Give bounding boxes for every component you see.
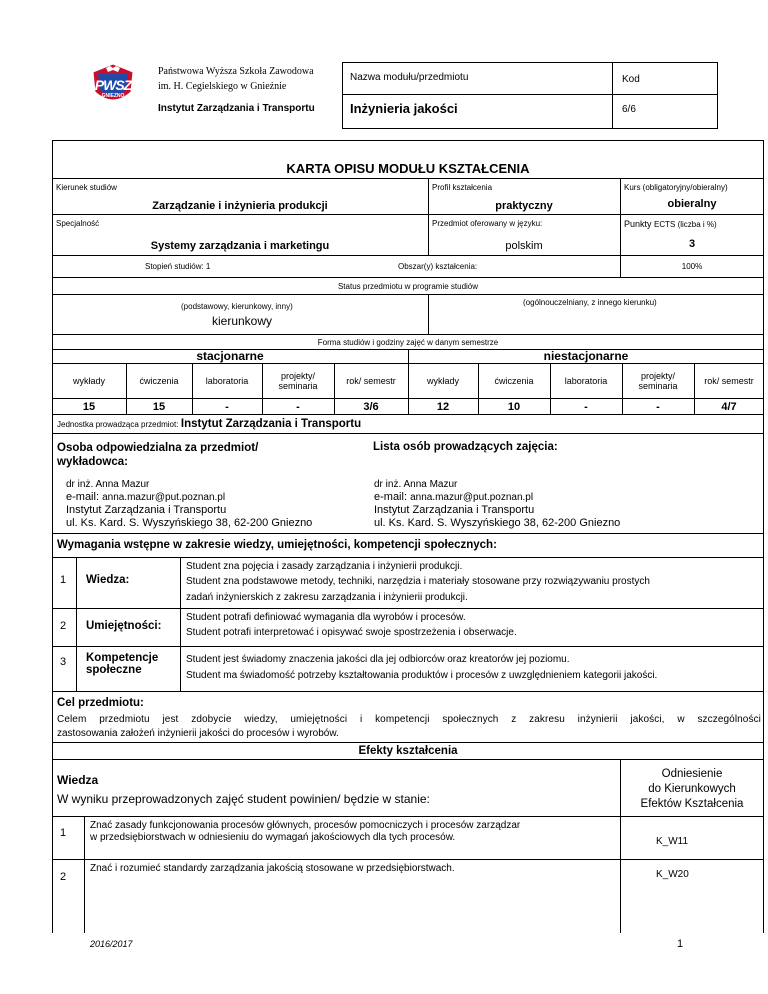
outcome-row-2: [52, 859, 764, 895]
page-number: 1: [677, 938, 684, 950]
ref-line3: Efektów Kształcenia: [640, 798, 744, 810]
outcomes-intro: W wyniku przeprowadzonych zajęć student powinien/ będzie w stanie:: [57, 792, 430, 806]
unit-line: [57, 418, 361, 430]
person-email[interactable]: anna.mazur@put.poznan.pl: [102, 492, 226, 503]
goal-line2: zastosowania założeń inżynierii jakości do procesów i wyrobów.: [57, 728, 339, 739]
school-name-line2: im. H. Cegielskiego w Gnieźnie: [158, 81, 287, 92]
kurs-label: Kurs (obligatoryjny/obieralny): [624, 183, 728, 192]
footer-year: 2016/2017: [90, 939, 133, 949]
req-label: Kompetencje społeczne: [86, 652, 159, 676]
hours-value-cell: 12: [436, 400, 450, 413]
niestacjonarne-label: niestacjonarne: [543, 349, 629, 363]
hours-value-cell: 15: [82, 400, 96, 413]
req-line: Student zna podstawowe metody, techniki, narzędzia i materiały stosowane przy rozwiązywaniu prostych: [186, 576, 650, 587]
ects-value: 3: [688, 238, 696, 250]
outcome-row-1: [52, 816, 764, 859]
req-num: 2: [60, 620, 67, 632]
responsible-person: [66, 478, 312, 530]
profil-value: praktyczny: [495, 200, 553, 212]
person-name: dr inż. Anna Mazur: [66, 479, 150, 490]
hours-value-cell: -: [656, 400, 660, 413]
hours-header-cell: projekty/ seminaria: [278, 370, 318, 391]
hours-value-cell: 4/7: [721, 400, 737, 413]
kierunek-label: Kierunek studiów: [56, 183, 117, 192]
hours-value-cell: 15: [152, 400, 166, 413]
jezyk-label: Przedmiot oferowany w języku:: [432, 219, 543, 228]
hours-header-cell: rok/ semestr: [704, 375, 754, 386]
req-line: Student potrafi interpretować i opisywać swoje spostrzeżenia i obserwacje.: [186, 627, 517, 638]
lecturer-institute: Instytut Zarządzania i Transportu: [374, 504, 535, 516]
req-line: Student jest świadomy znaczenia jakości dla jej odbiorców oraz kreatorów jej poziomu.: [186, 654, 570, 665]
profil-label: Profil kształcenia: [432, 183, 493, 192]
person-email-line: [66, 491, 312, 504]
req-label: Umiejętności:: [86, 620, 162, 632]
req-row-2: [52, 608, 764, 646]
responsible-title: Osoba odpowiedzialna za przedmiot/ wykładowca:: [57, 442, 259, 468]
forma-title: Forma studiów i godziny zajęć w danym semestrze: [317, 337, 499, 347]
req-line: zadań inżynierskich z zakresu zarządzania i inżynierii produkcji.: [186, 592, 468, 603]
school-name-line1: Państwowa Wyższa Szkoła Zawodowa: [158, 66, 314, 77]
outcome-text-line2: w przedsiębiorstwach w odniesieniu do wymagań jakościowych dla tych procesów.: [90, 832, 456, 843]
ref-line2: do Kierunkowych: [648, 783, 736, 795]
status-right-label: (ogólnouczelniany, z innego kierunku): [523, 298, 657, 307]
outcome-ref: K_W11: [656, 836, 689, 847]
hours-value-cell: -: [296, 400, 300, 413]
kierunek-value: Zarządzanie i inżynieria produkcji: [152, 200, 328, 212]
code-label: Kod: [622, 74, 640, 85]
ects-label: [624, 219, 717, 229]
lecturer-email-label: e-mail:: [374, 491, 408, 503]
lecturer-email[interactable]: anna.mazur@put.poznan.pl: [410, 492, 534, 503]
lecturer-person: [374, 478, 620, 530]
stacjonarne-label: stacjonarne: [196, 349, 264, 363]
req-line: Student potrafi definiować wymagania dla wyrobów i procesów.: [186, 612, 466, 623]
goal-title: Cel przedmiotu:: [57, 697, 144, 709]
outcome-text-line1: Znać zasady funkcjonowania procesów głównych, procesów pomocniczych i procesów zarządzar: [90, 820, 521, 831]
req-num: 3: [60, 656, 67, 668]
ects-label-main: Punkty: [624, 219, 652, 229]
hours-value-cell: 3/6: [363, 400, 379, 413]
status-title: Status przedmiotu w programie studiów: [337, 281, 479, 291]
jezyk-value: polskim: [505, 240, 543, 252]
req-line: Student zna pojęcia i zasady zarządzania i inżynierii produkcji.: [186, 561, 463, 572]
unit-value: Instytut Zarządzania i Transportu: [180, 418, 362, 430]
logo-subtext: GNIEZNO: [101, 93, 125, 99]
hours-header-cell: rok/ semestr: [346, 375, 396, 386]
outcome-num: 1: [60, 827, 67, 839]
lecturer-name: dr inż. Anna Mazur: [374, 479, 458, 490]
hours-header-cell: projekty/ seminaria: [638, 370, 678, 391]
ects-label-detail: ECTS (liczba i %): [654, 220, 717, 229]
hours-header-cell: ćwiczenia: [139, 375, 179, 386]
email-label: e-mail:: [66, 491, 100, 503]
logo-text: PWSZ: [94, 77, 132, 93]
req-row-3: [52, 646, 764, 691]
kurs-value: obieralny: [667, 198, 717, 210]
hours-header-cell: ćwiczenia: [494, 375, 534, 386]
obszar-value: 100%: [681, 261, 703, 271]
unit-label: Jednostka prowadząca przedmiot:: [57, 420, 179, 429]
card-title: KARTA OPISU MODUŁU KSZTAŁCENIA: [286, 160, 530, 176]
lecturers-title: Lista osób prowadzących zajęcia:: [373, 441, 558, 453]
hours-header-cell: laboratoria: [564, 375, 608, 386]
req-line: Student ma świadomość potrzeby kształtowania produktów i procesów z uwzględnieniem kategorii jakości.: [186, 670, 658, 681]
institute-name: Instytut Zarządzania i Transportu: [158, 103, 315, 114]
requirements-title: Wymagania wstępne w zakresie wiedzy, umiejętności, kompetencji społecznych:: [57, 539, 497, 551]
ref-line1: Odniesienie: [661, 768, 723, 780]
hours-header-cell: wykłady: [426, 375, 459, 386]
outcomes-wiedza: Wiedza: [57, 773, 99, 787]
lecturer-address: ul. Ks. Kard. S. Wyszyńskiego 38, 62-200 Gniezno: [374, 517, 621, 529]
module-name-label: Nazwa modułu/przedmiotu: [350, 72, 469, 83]
outcomes-ref-header: [620, 767, 764, 812]
hours-value-cell: -: [225, 400, 229, 413]
stopien: Stopień studiów: 1: [145, 262, 211, 271]
outcome-text-line1: Znać i rozumieć standardy zarządzania jakością stosowane w przedsiębiorstwach.: [90, 863, 455, 874]
outcome-num: 2: [60, 871, 67, 883]
hours-header-cell: wykłady: [72, 375, 105, 386]
hours-value-cell: 10: [507, 400, 521, 413]
person-address: ul. Ks. Kard. S. Wyszyńskiego 38, 62-200 Gniezno: [66, 517, 313, 529]
specjalnosc-value: Systemy zarządzania i marketingu: [150, 240, 330, 252]
person-institute: Instytut Zarządzania i Transportu: [66, 504, 227, 516]
goal-line1: Celem przedmiotu jest zdobycie wiedzy, umiejętności i kompetencji społecznych z zakresu inżynierii jakości, w szczególności: [57, 714, 761, 725]
outcomes-title: Efekty kształcenia: [358, 745, 458, 757]
req-label: Wiedza:: [86, 574, 130, 586]
module-name: Inżynieria jakości: [350, 101, 458, 116]
hours-value-cell: -: [584, 400, 588, 413]
status-left-value: kierunkowy: [212, 314, 273, 328]
req-num: 1: [60, 574, 67, 586]
lecturer-email-line: [374, 491, 620, 504]
school-logo: [88, 62, 138, 108]
status-left-label: (podstawowy, kierunkowy, inny): [181, 302, 293, 311]
outcome-ref: K_W20: [656, 869, 689, 880]
hours-header-cell: laboratoria: [205, 375, 249, 386]
module-code: 6/6: [622, 104, 636, 115]
specjalnosc-label: Specjalność: [56, 219, 100, 228]
obszar-label: Obszar(y) kształcenia:: [398, 262, 478, 271]
req-row-1: [52, 557, 764, 608]
